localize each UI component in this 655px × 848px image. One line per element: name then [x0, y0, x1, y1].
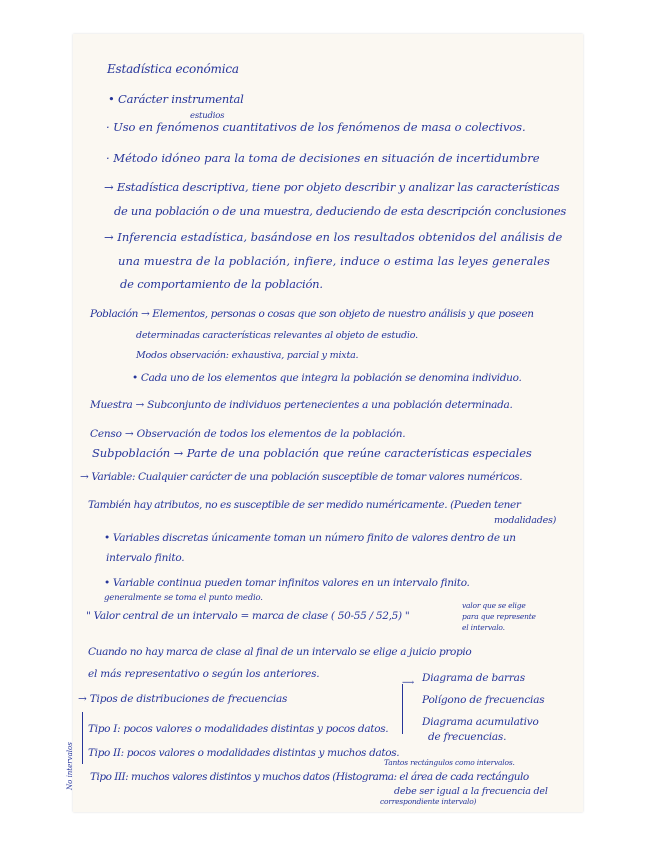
note-line: Cuando no hay marca de clase al final de un intervalo se elige a juicio propio — [88, 646, 472, 658]
note-line: Tipo II: pocos valores o modalidades distintas y muchos datos. — [88, 747, 400, 759]
note-line: Censo → Observación de todos los elementos de la población. — [90, 428, 406, 440]
note-line: Tipo III: muchos valores distintos y muchos datos (Histograma: el área de cada rectángulo — [90, 771, 529, 783]
note-line: de una población o de una muestra, deduciendo de esta descripción conclusiones — [114, 204, 566, 218]
note-annotation: estudios — [190, 111, 225, 121]
note-line: • Cada uno de los elementos que integra la población se denomina individuo. — [132, 372, 522, 384]
note-annotation: correspondiente intervalo) — [380, 797, 477, 806]
note-line: • Carácter instrumental — [108, 92, 244, 106]
note-line: También hay atributos, no es susceptible de ser medido numéricamente. (Pueden tener — [88, 499, 521, 511]
chart-type-item: Diagrama de barras — [422, 672, 525, 684]
note-line: una muestra de la población, infiere, induce o estima las leyes generales — [118, 254, 550, 268]
note-line: el más representativo o según los anteriores. — [88, 668, 320, 680]
chart-type-item: Polígono de frecuencias — [422, 694, 545, 706]
note-line: Población → Elementos, personas o cosas que son objeto de nuestro análisis y que poseen — [90, 308, 534, 320]
note-line: modalidades) — [494, 515, 557, 526]
note-line: debe ser igual a la frecuencia del — [394, 786, 548, 797]
note-line: → Inferencia estadística, basándose en los resultados obtenidos del análisis de — [104, 230, 563, 244]
note-line: → Tipos de distribuciones de frecuencias — [78, 693, 288, 705]
note-annotation: generalmente se toma el punto medio. — [104, 593, 263, 603]
side-annotation: No intervalos — [66, 742, 74, 790]
side-bracket-line — [82, 712, 83, 764]
note-line: Subpoblación → Parte de una población que reúne características especiales — [92, 446, 532, 460]
chart-type-item: Diagrama acumulativo — [422, 716, 539, 728]
note-annotation: para que represente — [462, 612, 536, 621]
note-annotation: valor que se elige — [462, 601, 526, 610]
bracket-arrow: ⟶ — [402, 678, 414, 688]
note-line: → Variable: Cualquier carácter de una población susceptible de tomar valores numéricos. — [80, 471, 523, 483]
note-line: → Estadística descriptiva, tiene por objeto describir y analizar las características — [104, 180, 560, 194]
note-annotation: Tantos rectángulos como intervalos. — [384, 758, 515, 767]
note-line: Tipo I: pocos valores o modalidades distintas y pocos datos. — [88, 723, 389, 735]
bracket-line — [402, 684, 403, 734]
note-line: • Variable continua pueden tomar infinitos valores en un intervalo finito. — [104, 577, 470, 589]
note-line: de comportamiento de la población. — [120, 277, 323, 291]
note-line: • Variables discretas únicamente toman un número finito de valores dentro de un — [104, 532, 516, 544]
chart-type-item: de frecuencias. — [428, 731, 507, 743]
note-line: determinadas características relevantes al objeto de estudio. — [136, 330, 418, 341]
page-title: Estadística económica — [107, 62, 239, 76]
note-line: intervalo finito. — [106, 552, 185, 564]
note-line: Modos observación: exhaustiva, parcial y mixta. — [136, 350, 359, 361]
note-annotation: el intervalo. — [462, 623, 505, 632]
note-line: " Valor central de un intervalo = marca de clase ( 50-55 / 52,5) " — [86, 610, 410, 622]
note-line: · Método idóneo para la toma de decisiones en situación de incertidumbre — [106, 151, 540, 165]
note-line: Muestra → Subconjunto de individuos pertenecientes a una población determinada. — [90, 399, 513, 411]
note-line: · Uso en fenómenos cuantitativos de los fenómenos de masa o colectivos. — [106, 120, 526, 134]
